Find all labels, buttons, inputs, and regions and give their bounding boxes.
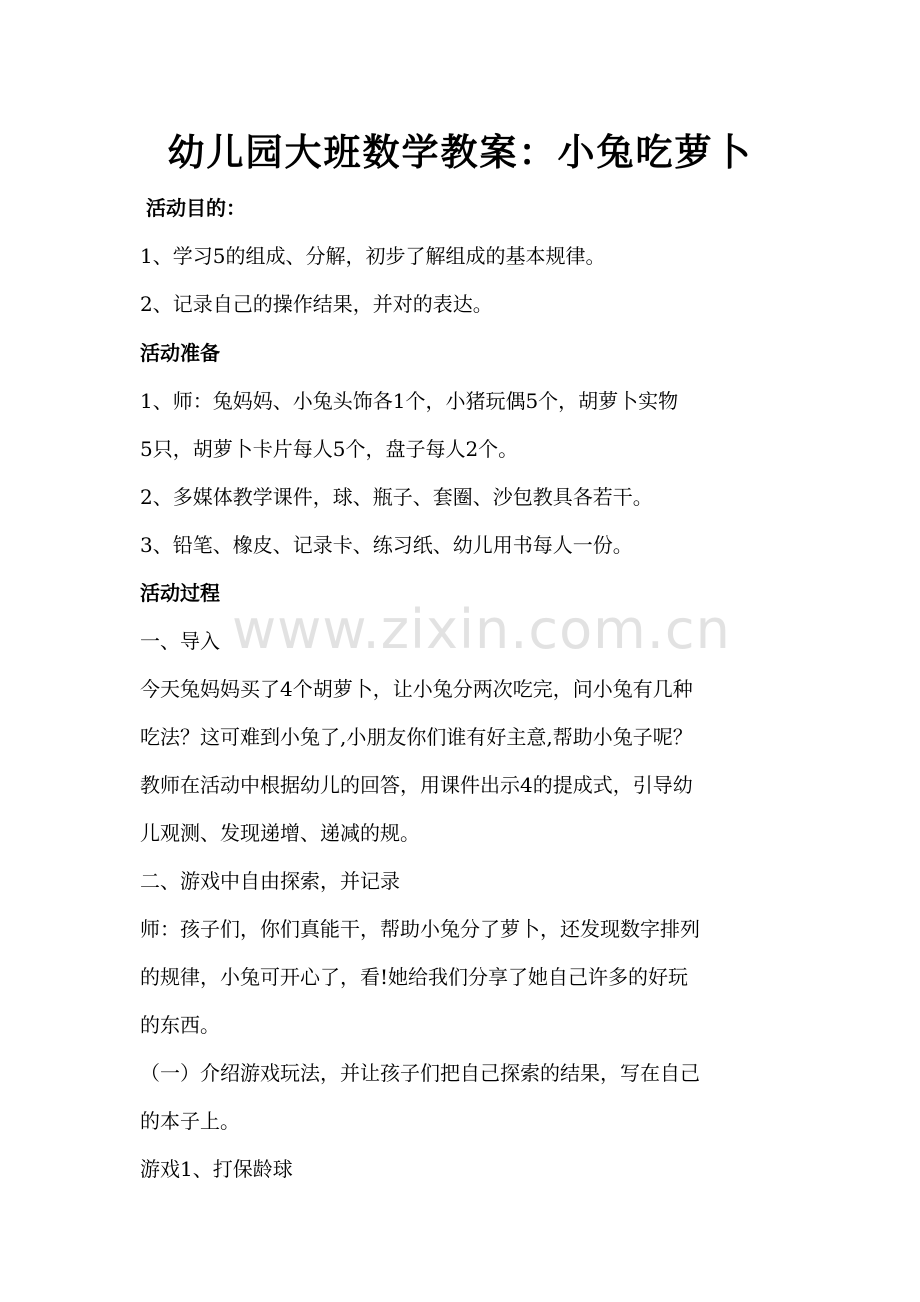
paragraph-line: 的本子上。 [140, 1109, 240, 1133]
paragraph-line: 吃法？这可难到小兔了,小朋友你们谁有好主意,帮助小兔子呢？ [140, 725, 693, 749]
paragraph-line: 师：孩子们，你们真能干，帮助小兔分了萝卜，还发现数字排列 [140, 917, 700, 941]
section-heading-goals: 活动目的： [146, 196, 246, 220]
section-heading-process: 活动过程 [140, 581, 220, 605]
paragraph-line: 2、记录自己的操作结果，并对的表达。 [140, 292, 493, 316]
paragraph-line: 一、导入 [140, 629, 220, 653]
paragraph-line: 今天兔妈妈买了4个胡萝卜，让小兔分两次吃完，问小兔有几种 [140, 677, 693, 701]
section-heading-preparation: 活动准备 [140, 341, 220, 365]
paragraph-line: （一）介绍游戏玩法，并让孩子们把自己探索的结果，写在自己 [140, 1061, 700, 1085]
paragraph-line: 游戏1、打保龄球 [140, 1157, 293, 1181]
paragraph-line: 的规律，小兔可开心了，看!她给我们分享了她自己许多的好玩 [140, 965, 689, 989]
document-title: 幼儿园大班数学教案：小兔吃萝卜 [167, 130, 753, 174]
watermark: www.zixin.com.cn [232, 598, 731, 661]
paragraph-line: 儿观测、发现递增、递减的规。 [140, 821, 420, 845]
paragraph-line: 1、学习5的组成、分解，初步了解组成的基本规律。 [140, 244, 606, 268]
paragraph-line: 的东西。 [140, 1013, 220, 1037]
paragraph-line: 1、师：兔妈妈、小兔头饰各1个，小猪玩偶5个，胡萝卜实物 [140, 389, 679, 413]
paragraph-line: 5只，胡萝卜卡片每人5个，盘子每人2个。 [140, 437, 519, 461]
paragraph-line: 二、游戏中自由探索，并记录 [140, 869, 400, 893]
paragraph-line: 2、多媒体教学课件，球、瓶子、套圈、沙包教具各若干。 [140, 485, 653, 509]
paragraph-line: 3、铅笔、橡皮、记录卡、练习纸、幼儿用书每人一份。 [140, 533, 633, 557]
paragraph-line: 教师在活动中根据幼儿的回答，用课件出示4的提成式，引导幼 [140, 773, 693, 797]
